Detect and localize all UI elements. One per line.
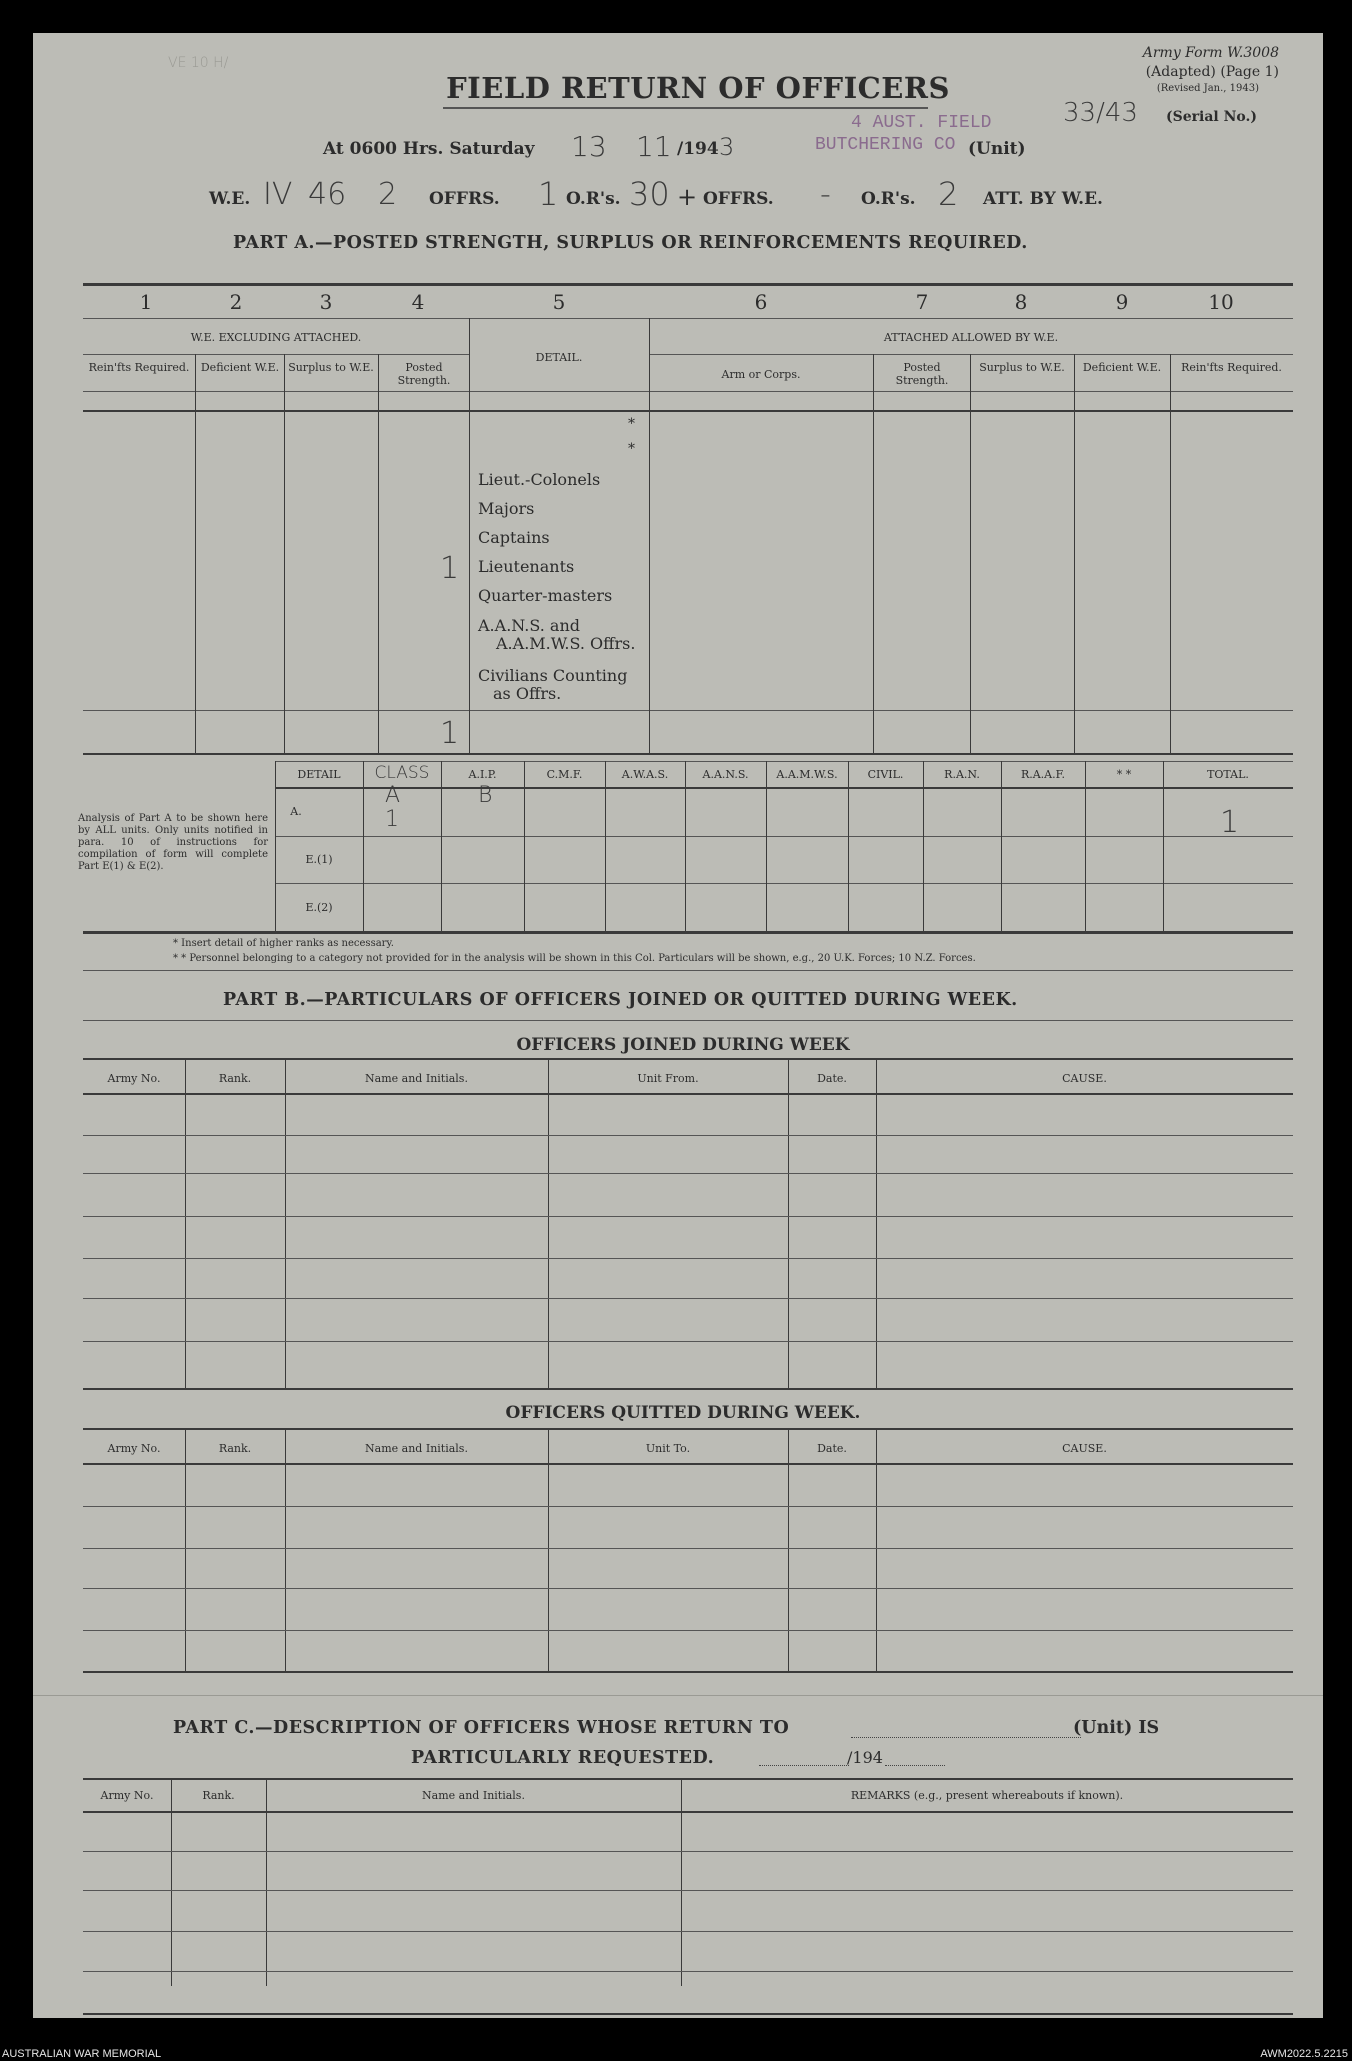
rank-lieut-colonels: Lieut.-Colonels (478, 470, 601, 489)
part-a-heading: PART A.—POSTED STRENGTH, SURPLUS OR REINFORCEMENTS REQUIRED. (233, 233, 1028, 253)
col-number-3: 3 (319, 290, 333, 314)
part-c-date: /194 (847, 1748, 883, 1767)
joined-col-date: Date. (817, 1072, 847, 1085)
detail-header: DETAIL. (535, 351, 583, 364)
footer-accession: AWM2022.5.2215 (1260, 2048, 1348, 2060)
date-year-prefix: /194 (677, 139, 719, 159)
col-number-10: 10 (1208, 290, 1234, 314)
col-number-8: 8 (1014, 290, 1028, 314)
col7-posted: Posted Strength. (895, 361, 949, 387)
class-a-mark: A (385, 783, 401, 808)
offrs2-label: OFFRS. (703, 189, 774, 209)
joined-col-army-no: Army No. (107, 1072, 161, 1085)
ors-value: 30 (629, 175, 670, 213)
faint-corner-mark: VE 10 H/ (168, 55, 229, 71)
footnote-1: * Insert detail of higher ranks as necessary. (173, 938, 394, 949)
analysis-row-e2: E.(2) (305, 901, 333, 914)
joined-col-name: Name and Initials. (365, 1072, 468, 1085)
unit-label: (Unit) (968, 139, 1026, 159)
rank-aans: A.A.N.S. and (478, 616, 580, 635)
ors-label: O.R's. (566, 189, 621, 209)
part-b-heading: PART B.—PARTICULARS OF OFFICERS JOINED OR QUITTED DURING WEEK. (223, 990, 1018, 1010)
plus-sign: + (677, 183, 698, 211)
analysis-header-aans: A.A.N.S. (702, 768, 749, 781)
analysis-header-cmf: C.M.F. (546, 768, 583, 781)
partc-col-army-no: Army No. (100, 1789, 154, 1802)
col-number-2: 2 (229, 290, 243, 314)
star-1: * (628, 416, 635, 432)
quitted-col-cause: CAUSE. (1062, 1442, 1107, 1455)
partc-col-remarks: REMARKS (e.g., present whereabouts if known). (850, 1789, 1124, 1802)
part-c-heading2: PARTICULARLY REQUESTED. (411, 1748, 715, 1768)
we-label: W.E. (209, 189, 251, 209)
we-value-1: IV (263, 177, 293, 212)
date-fill-line (759, 1755, 849, 1766)
partc-col-name: Name and Initials. (422, 1789, 525, 1802)
date-day: 13 (571, 130, 607, 163)
rank-captains: Captains (478, 528, 550, 547)
analysis-row-e1: E.(1) (305, 853, 333, 866)
col1-reinforcements: Rein'fts Required. (88, 361, 190, 374)
quitted-col-date: Date. (817, 1442, 847, 1455)
total-posted-value: 1 (440, 716, 460, 751)
part-c-heading: PART C.—DESCRIPTION OF OFFICERS WHOSE RETURN TO (173, 1718, 790, 1738)
footnote-2: * * Personnel belonging to a category not provided for in the analysis will be shown in this Col. Particulars will be shown, e.g., 20 U.K. Forces; 10 N.Z. Forces. (173, 953, 976, 964)
we-excluding-header: W.E. EXCLUDING ATTACHED. (190, 331, 362, 344)
joined-col-cause: CAUSE. (1062, 1072, 1107, 1085)
ors2-value: 2 (938, 175, 959, 213)
analysis-header-raaf: R.A.A.F. (1020, 768, 1066, 781)
quitted-col-army-no: Army No. (107, 1442, 161, 1455)
ors2-label: O.R's. (861, 189, 916, 209)
analysis-header-detail: DETAIL (297, 768, 341, 781)
col-number-4: 4 (411, 290, 425, 314)
rank-civilians: Civilians Counting (478, 666, 628, 685)
year-fill-line (885, 1755, 945, 1766)
col-number-7: 7 (915, 290, 929, 314)
form-adapted: (Adapted) (Page 1) (1145, 64, 1279, 80)
col4-posted: Posted Strength. (397, 361, 451, 387)
col-number-1: 1 (139, 290, 153, 314)
rank-civilians-cont: as Offrs. (493, 684, 562, 703)
joined-col-rank: Rank. (218, 1072, 252, 1085)
star-2: * (628, 441, 635, 457)
joined-title: OFFICERS JOINED DURING WEEK (516, 1035, 850, 1055)
unit-fill-line (851, 1723, 1081, 1738)
unit-stamp-line2: BUTCHERING CO (815, 135, 956, 155)
form-paper (33, 33, 1323, 2018)
analysis-note: Analysis of Part A to be shown here by ALL units. Only units notified in para. 10 of instructions for compilation of form will complete Part E(1) & E(2). (78, 813, 268, 872)
analysis-header-civil: CIVIL. (867, 768, 904, 781)
quitted-col-rank: Rank. (218, 1442, 252, 1455)
col3-surplus: Surplus to W.E. (288, 361, 374, 374)
quitted-title: OFFICERS QUITTED DURING WEEK. (505, 1403, 861, 1423)
joined-col-unit-from: Unit From. (637, 1072, 699, 1085)
analysis-header-class: CLASS (374, 763, 430, 783)
offrs-label: OFFRS. (429, 189, 500, 209)
we-value-3: 2 (378, 177, 398, 212)
att-label: ATT. BY W.E. (983, 189, 1103, 209)
analysis-row-a: A. (290, 805, 302, 818)
col9-deficient: Deficient W.E. (1082, 361, 1162, 374)
form-revised: (Revised Jan., 1943) (1156, 83, 1259, 94)
rank-majors: Majors (478, 499, 535, 518)
quitted-col-name: Name and Initials. (365, 1442, 468, 1455)
offrs-value: 1 (538, 175, 559, 213)
analysis-header-ran: R.A.N. (944, 768, 980, 781)
offrs2-value: - (820, 177, 831, 212)
analysis-header-aamws: A.A.M.W.S. (776, 768, 838, 781)
col2-deficient: Deficient W.E. (200, 361, 280, 374)
at-time-text: At 0600 Hrs. Saturday (323, 139, 535, 159)
col10-reinforcements: Rein'fts Required. (1181, 361, 1282, 374)
footer-source: AUSTRALIAN WAR MEMORIAL (2, 2048, 162, 2060)
analysis-header-awas: A.W.A.S. (621, 768, 669, 781)
col-number-6: 6 (754, 290, 768, 314)
serial-label: (Serial No.) (1166, 109, 1257, 125)
col-number-5: 5 (552, 290, 566, 314)
part-c-heading-unit: (Unit) IS (1073, 1718, 1160, 1738)
total-value: 1 (1220, 805, 1240, 840)
unit-stamp-line1: 4 AUST. FIELD (851, 113, 992, 133)
class-a-value: 1 (385, 807, 399, 832)
rank-quartermasters: Quarter-masters (478, 586, 613, 605)
analysis-header-aip: A.I.P. (468, 768, 497, 781)
partc-col-rank: Rank. (202, 1789, 235, 1802)
col8-surplus: Surplus to W.E. (979, 361, 1065, 374)
form-number: Army Form W.3008 (1142, 45, 1279, 61)
col6-arm-corps: Arm or Corps. (721, 368, 801, 381)
we-value-2: 46 (308, 177, 347, 212)
attached-allowed-header: ATTACHED ALLOWED BY W.E. (883, 331, 1059, 344)
date-month: 11 (636, 130, 672, 163)
col-number-9: 9 (1115, 290, 1129, 314)
analysis-header-other: * * (1116, 768, 1132, 781)
analysis-header-total: TOTAL. (1207, 768, 1249, 781)
rank-aamws: A.A.M.W.S. Offrs. (496, 634, 636, 653)
class-b-mark: B (478, 783, 493, 808)
title-underline (443, 107, 928, 109)
serial-number: 33/43 (1063, 98, 1138, 128)
rank-lieutenants: Lieutenants (478, 557, 575, 576)
page-title: FIELD RETURN OF OFFICERS (446, 71, 950, 105)
lieutenants-posted-value: 1 (440, 551, 460, 586)
date-year-digit: 3 (719, 133, 735, 161)
quitted-col-unit-to: Unit To. (645, 1442, 691, 1455)
